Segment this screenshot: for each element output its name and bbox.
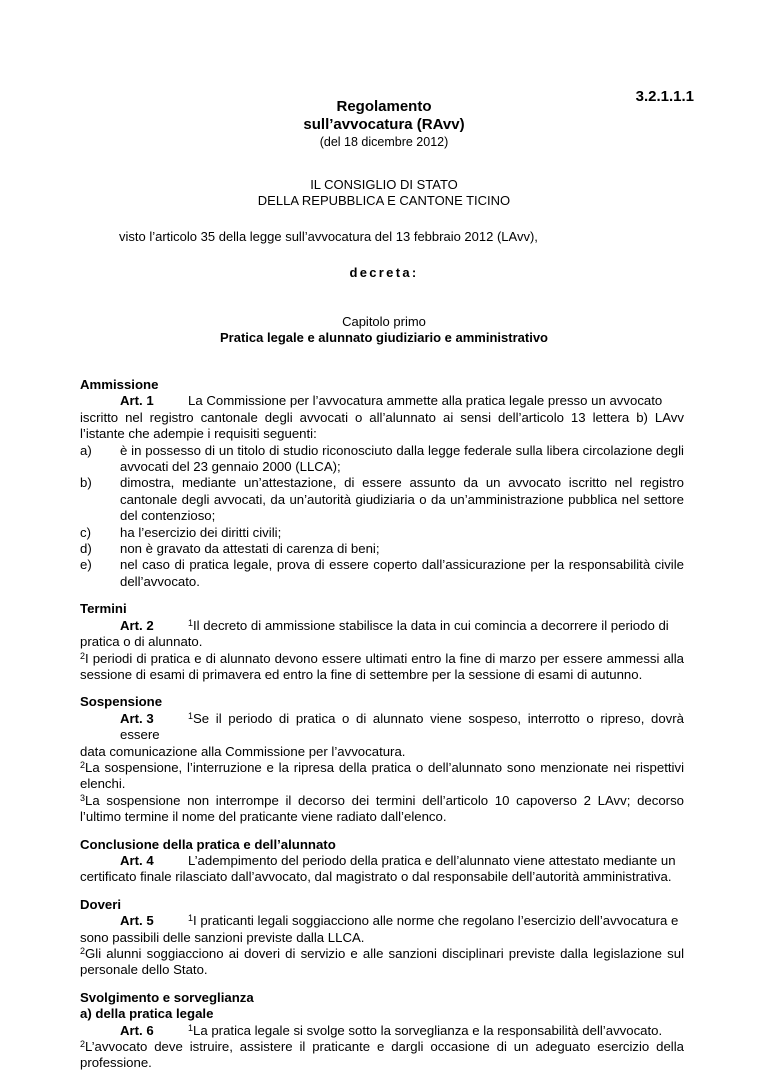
article-2-p2 [80, 651, 684, 684]
title-line-2: sull’avvocatura (RAvv) [303, 116, 465, 133]
article-5-p2 [80, 946, 684, 979]
paragraph-number: 1 [188, 913, 194, 924]
paragraph-number: 1 [188, 617, 194, 628]
article-4-heading: Conclusione della pratica e dell’alunnato [80, 836, 336, 852]
paragraph-number: 3 [80, 792, 86, 803]
article-3-p1-first [80, 711, 684, 744]
article-2-p1-first-text: Il decreto di ammissione stabilisce la data in cui comincia a decorrere il periodo di [193, 617, 669, 633]
paragraph-number: 2 [80, 759, 86, 770]
article-3-p1-first-text: Se il periodo di pratica o di alunnato viene sospeso, interrotto o ripreso, dovrà essere [120, 710, 684, 743]
article-6-p2-text: L’avvocato deve istruire, assistere il praticante e dargli occasione di un adeguato esercizio della professione. [80, 1039, 684, 1071]
article-2-heading: Termini [80, 601, 127, 617]
article-1-heading: Ammissione [80, 377, 159, 392]
article-2-p2-text: I periodi di pratica e di alunnato devono essere ultimati entro la fine di marzo per essere ammessi alla sessione di esami di primavera ed entro la fine di settembre per la sessione di esami di autunno. [80, 650, 684, 682]
chapter-heading [0, 314, 768, 346]
article-3-heading: Sospensione [80, 694, 163, 710]
list-item-text: non è gravato da attestati di carenza di beni; [120, 541, 380, 557]
article-5-p1-first-text: I praticanti legali soggiacciono alle norme che regolano l’esercizio dell’avvocatura e [193, 913, 679, 929]
council-line-1: IL CONSIGLIO DI STATO [310, 177, 458, 192]
article-3-p3-text: La sospensione non interrompe il decorso dei termini dell’articolo 10 capoverso 2 LAvv; decorso l’ultimo termine il nome del praticante viene radiato dall’elenco. [80, 792, 684, 825]
article-3-p2-text: La sospensione, l’interruzione e la ripresa della pratica o dell’alunnato sono menzionate nei rispettivi elenchi. [80, 759, 684, 792]
document-number: 3.2.1.1.1 [635, 88, 694, 105]
article-2-p1-first [80, 618, 684, 634]
list-item-label: a) [80, 442, 92, 458]
article-3-p1-rest: data comunicazione alla Commissione per l’avvocatura. [80, 743, 406, 759]
list-item-label: c) [80, 524, 91, 540]
article-2-p1-rest: pratica o di alunnato. [80, 634, 203, 650]
list-item [80, 475, 684, 524]
regulation-title [0, 98, 768, 150]
article-2 [80, 601, 684, 683]
title-date: (del 18 dicembre 2012) [319, 135, 449, 149]
title-line-1: Regolamento [336, 98, 432, 115]
article-5-p1-rest: sono passibili delle sanzioni previste dalla LLCA. [80, 929, 365, 945]
article-1-intro-rest: iscritto nel registro cantonale degli avvocati o all’alunnato ai sensi dell’articolo 13 lettera b) LAvv l’istante che adempie i requisiti seguenti: [80, 409, 684, 442]
article-5 [80, 897, 684, 979]
article-4-number: Art. 4 [120, 852, 154, 868]
paragraph-number: 1 [188, 1022, 194, 1033]
list-item-text: ha l’esercizio dei diritti civili; [120, 524, 282, 540]
article-6 [80, 990, 684, 1072]
paragraph-number: 1 [188, 710, 194, 721]
article-6-p1 [80, 1023, 684, 1039]
article-5-number: Art. 5 [120, 913, 154, 929]
article-6-p2 [80, 1039, 684, 1072]
decreta-heading: decreta: [349, 265, 419, 280]
article-1-intro-first-text: La Commissione per l’avvocatura ammette alla pratica legale presso un avvocato [188, 393, 663, 409]
article-2-number: Art. 2 [120, 617, 154, 633]
article-5-heading: Doveri [80, 896, 122, 912]
article-6-heading: Svolgimento e sorveglianza [80, 989, 254, 1005]
article-3-p3 [80, 793, 684, 826]
list-item-text: dimostra, mediante un’attestazione, di essere assunto da un avvocato iscritto nel registro cantonale degli avvocati, da un’autorità giudiziaria o da un’amministrazione pubblica nel settore del contenzioso; [120, 475, 684, 524]
list-item-text: nel caso di pratica legale, prova di essere coperto dall’assicurazione per la responsabilità civile dell’avvocato. [120, 557, 684, 589]
list-item-text: è in possesso di un titolo di studio riconosciuto dalla legge federale sulla libera circolazione degli avvocati del 23 gennaio 2000 (LLCA); [120, 442, 684, 475]
article-5-p2-text: Gli alunni soggiacciono ai doveri di servizio e alle sanzioni disciplinari previste dalla legislazione sul personale dello Stato. [80, 946, 684, 978]
paragraph-number: 2 [80, 650, 86, 661]
council-line-2: DELLA REPUBBLICA E CANTONE TICINO [257, 193, 511, 208]
article-6-p1-text: La pratica legale si svolge sotto la sorveglianza e la responsabilità dell’avvocato. [193, 1022, 663, 1038]
list-item [80, 443, 684, 476]
chapter-title: Pratica legale e alunnato giudiziario e amministrativo [220, 330, 548, 345]
article-3-number: Art. 3 [120, 710, 154, 726]
list-item-label: b) [80, 475, 92, 491]
list-item-label: e) [80, 557, 92, 573]
visto-clause: visto l’articolo 35 della legge sull’avvocatura del 13 febbraio 2012 (LAvv), [119, 229, 538, 244]
paragraph-number: 2 [80, 1039, 86, 1050]
article-6-subheading: a) della pratica legale [80, 1006, 214, 1022]
article-6-number: Art. 6 [120, 1022, 154, 1038]
chapter-label: Capitolo primo [342, 314, 426, 329]
article-4 [80, 837, 684, 886]
paragraph-number: 2 [80, 946, 86, 956]
list-item [80, 557, 684, 590]
list-item [80, 541, 684, 557]
article-4-first-text: L’adempimento del periodo della pratica e dell’alunnato viene attestato mediante un [188, 852, 676, 868]
article-1 [80, 377, 684, 590]
article-5-p1-first [80, 913, 684, 929]
list-item-label: d) [80, 541, 92, 557]
article-3 [80, 694, 684, 825]
article-4-first [80, 853, 684, 869]
article-1-intro-first [80, 393, 684, 409]
article-3-p2 [80, 760, 684, 793]
list-item [80, 525, 684, 541]
council-heading [0, 177, 768, 209]
article-4-rest: certificato finale rilasciato dall’avvocato, dal magistrato o dal responsabile dell’autorità amministrativa. [80, 869, 672, 885]
article-1-number: Art. 1 [120, 393, 154, 409]
articles [80, 377, 684, 1083]
